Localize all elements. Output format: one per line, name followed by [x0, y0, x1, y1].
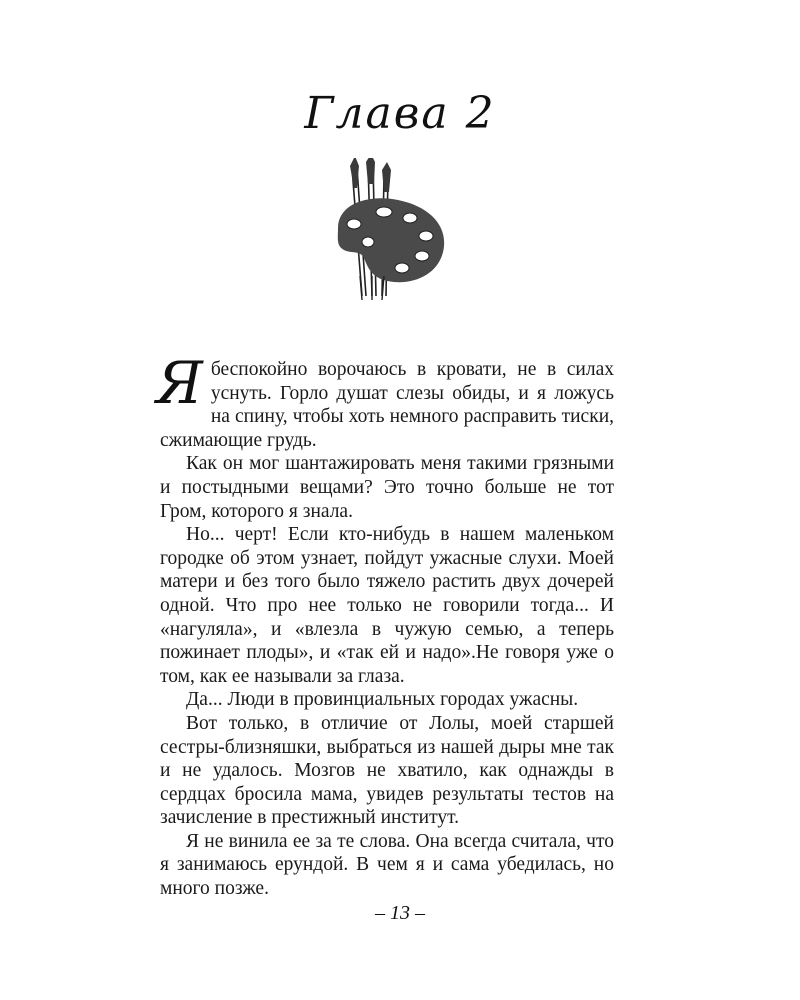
- paragraph: Да... Люди в провинциальных городах ужасны.: [186, 689, 579, 711]
- chapter-title: Глава 2: [304, 88, 496, 139]
- body-text: [156, 349, 614, 901]
- paragraph: Вот только, в отличие от Лолы, моей старшей сестры-близняшки, выбраться из нашей дыры мне так и не удалось. Мозгов не хватило, как однажды в сердцах бросила мама, увидев результаты тестов на зачисление в престижный институт.: [160, 712, 614, 829]
- paragraph: Я не винила ее за те слова. Она всегда считала, что я занимаюсь ерундой. В чем я и сама убедилась, но много позже.: [160, 830, 614, 900]
- palette-with-brushes-icon: [328, 158, 448, 303]
- paragraph: Я беспокойно ворочаюсь в кровати, не в силах уснуть. Горло душат слезы обиды, и я ложусь на спину, чтобы хоть немного расправить тиски, сжимающие грудь.: [156, 349, 614, 451]
- drop-cap: Я: [156, 349, 203, 417]
- page-number: – 13 –: [375, 902, 425, 924]
- paragraph: Но... черт! Если кто-нибудь в нашем маленьком городке об этом узнает, пойдут ужасные слухи. Моей матери и без того было тяжело растить двух дочерей одной. Что про нее только не говорили тогда... И «нагуляла», и «влезла в чужую семью, а теперь пожинает плоды», и «так ей и надо».Не говоря уже о том, как ее называли за глаза.: [160, 524, 614, 687]
- paragraph: Как он мог шантажировать меня такими грязными и постыдными вещами? Это точно больше не тот Гром, которого я знала.: [160, 453, 614, 522]
